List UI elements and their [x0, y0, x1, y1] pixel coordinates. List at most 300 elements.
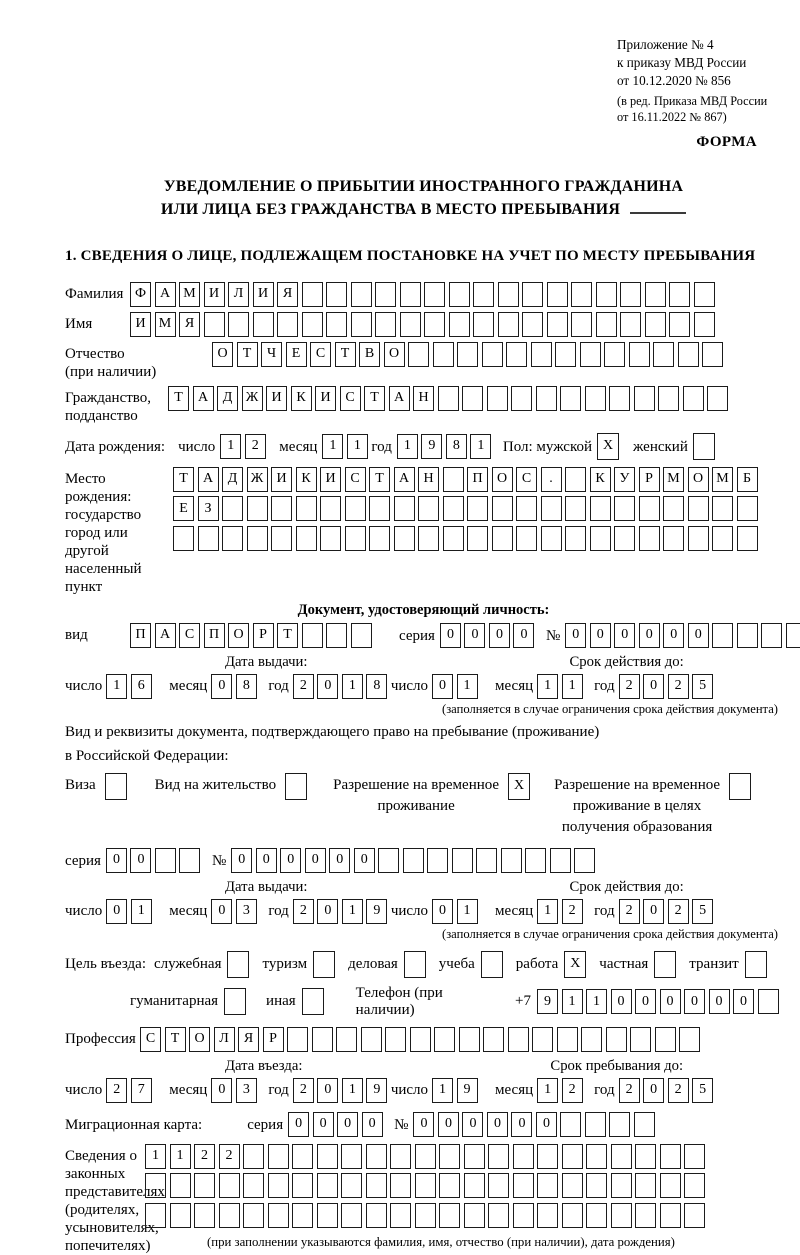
char-box[interactable]	[609, 386, 630, 411]
char-box[interactable]	[443, 526, 464, 551]
char-box[interactable]	[438, 386, 459, 411]
char-box[interactable]	[222, 496, 243, 521]
char-box[interactable]: К	[296, 467, 317, 492]
char-box[interactable]	[400, 312, 421, 337]
char-box[interactable]	[555, 342, 576, 367]
char-box[interactable]: 0	[313, 1112, 334, 1137]
char-box[interactable]: 2	[293, 899, 314, 924]
char-box[interactable]	[227, 951, 249, 978]
char-box[interactable]: 0	[438, 1112, 459, 1137]
char-box[interactable]: 0	[317, 899, 338, 924]
char-box[interactable]	[620, 282, 641, 307]
char-box[interactable]	[320, 496, 341, 521]
char-box[interactable]: 1	[432, 1078, 453, 1103]
char-box[interactable]: 0	[611, 989, 632, 1014]
char-box[interactable]: 0	[684, 989, 705, 1014]
char-box[interactable]	[424, 282, 445, 307]
char-box[interactable]: 0	[462, 1112, 483, 1137]
char-box[interactable]	[634, 386, 655, 411]
char-box[interactable]	[268, 1173, 289, 1198]
char-box[interactable]: К	[590, 467, 611, 492]
char-box[interactable]	[390, 1173, 411, 1198]
char-box[interactable]: Т	[168, 386, 189, 411]
char-box[interactable]: 0	[643, 674, 664, 699]
char-box[interactable]: 0	[231, 848, 252, 873]
char-box[interactable]	[452, 848, 473, 873]
char-box[interactable]	[415, 1173, 436, 1198]
char-box[interactable]	[550, 848, 571, 873]
char-box[interactable]	[326, 623, 347, 648]
char-box[interactable]: 2	[293, 1078, 314, 1103]
char-box[interactable]: 0	[536, 1112, 557, 1137]
char-box[interactable]	[418, 496, 439, 521]
char-box[interactable]	[439, 1173, 460, 1198]
char-box[interactable]	[560, 1112, 581, 1137]
char-box[interactable]	[634, 1112, 655, 1137]
char-box[interactable]: Т	[165, 1027, 186, 1052]
char-box[interactable]	[247, 496, 268, 521]
char-box[interactable]	[292, 1144, 313, 1169]
char-box[interactable]	[366, 1144, 387, 1169]
char-box[interactable]	[369, 526, 390, 551]
char-box[interactable]: 0	[663, 623, 684, 648]
char-box[interactable]	[449, 282, 470, 307]
char-box[interactable]	[737, 526, 758, 551]
char-box[interactable]: 0	[317, 674, 338, 699]
char-box[interactable]: Е	[173, 496, 194, 521]
char-box[interactable]: П	[204, 623, 225, 648]
char-box[interactable]	[571, 282, 592, 307]
char-box[interactable]	[562, 1144, 583, 1169]
char-box[interactable]	[702, 342, 723, 367]
char-box[interactable]: М	[155, 312, 176, 337]
char-box[interactable]	[525, 848, 546, 873]
char-box[interactable]: 0	[413, 1112, 434, 1137]
char-box[interactable]: 0	[211, 899, 232, 924]
char-box[interactable]	[688, 526, 709, 551]
char-box[interactable]	[669, 312, 690, 337]
char-box[interactable]	[415, 1144, 436, 1169]
char-box[interactable]	[443, 467, 464, 492]
char-box[interactable]	[688, 496, 709, 521]
char-box[interactable]: Л	[214, 1027, 235, 1052]
char-box[interactable]: 5	[692, 674, 713, 699]
char-box[interactable]	[219, 1203, 240, 1228]
char-box[interactable]	[476, 848, 497, 873]
char-box[interactable]	[586, 1203, 607, 1228]
char-box[interactable]	[669, 282, 690, 307]
char-box[interactable]: 0	[643, 899, 664, 924]
char-box[interactable]	[433, 342, 454, 367]
char-box[interactable]: 2	[562, 1078, 583, 1103]
char-box[interactable]	[565, 467, 586, 492]
char-box[interactable]	[786, 623, 800, 648]
char-box[interactable]: А	[394, 467, 415, 492]
char-box[interactable]	[737, 496, 758, 521]
char-box[interactable]	[729, 773, 751, 800]
char-box[interactable]: Ф	[130, 282, 151, 307]
char-box[interactable]	[296, 496, 317, 521]
char-box[interactable]: М	[179, 282, 200, 307]
char-box[interactable]	[366, 1173, 387, 1198]
char-box[interactable]: С	[179, 623, 200, 648]
char-box[interactable]: 2	[245, 434, 266, 459]
char-box[interactable]: 3	[236, 899, 257, 924]
char-box[interactable]: .	[541, 467, 562, 492]
char-box[interactable]	[345, 526, 366, 551]
char-box[interactable]: 1	[457, 899, 478, 924]
char-box[interactable]	[375, 282, 396, 307]
char-box[interactable]: В	[359, 342, 380, 367]
char-box[interactable]: И	[320, 467, 341, 492]
char-box[interactable]	[581, 1027, 602, 1052]
char-box[interactable]: Ж	[247, 467, 268, 492]
char-box[interactable]	[317, 1203, 338, 1228]
char-box[interactable]	[547, 282, 568, 307]
char-box[interactable]: М	[663, 467, 684, 492]
char-box[interactable]: 0	[432, 899, 453, 924]
char-box[interactable]	[173, 526, 194, 551]
char-box[interactable]	[639, 496, 660, 521]
char-box[interactable]	[513, 1173, 534, 1198]
char-box[interactable]	[522, 312, 543, 337]
char-box[interactable]: 1	[397, 434, 418, 459]
char-box[interactable]: Я	[277, 282, 298, 307]
char-box[interactable]	[224, 988, 246, 1015]
char-box[interactable]: Т	[277, 623, 298, 648]
char-box[interactable]: Р	[253, 623, 274, 648]
char-box[interactable]: О	[228, 623, 249, 648]
char-box[interactable]: 0	[256, 848, 277, 873]
char-box[interactable]: 0	[106, 899, 127, 924]
char-box[interactable]: 1	[537, 1078, 558, 1103]
char-box[interactable]	[403, 848, 424, 873]
char-box[interactable]	[614, 526, 635, 551]
char-box[interactable]	[596, 282, 617, 307]
char-box[interactable]: 7	[131, 1078, 152, 1103]
char-box[interactable]: Т	[237, 342, 258, 367]
char-box[interactable]	[658, 386, 679, 411]
char-box[interactable]	[268, 1144, 289, 1169]
char-box[interactable]: О	[384, 342, 405, 367]
char-box[interactable]	[684, 1203, 705, 1228]
char-box[interactable]: А	[198, 467, 219, 492]
char-box[interactable]	[574, 848, 595, 873]
char-box[interactable]	[390, 1144, 411, 1169]
char-box[interactable]	[320, 526, 341, 551]
char-box[interactable]	[482, 342, 503, 367]
char-box[interactable]: 3	[236, 1078, 257, 1103]
char-box[interactable]: И	[315, 386, 336, 411]
char-box[interactable]: Т	[364, 386, 385, 411]
char-box[interactable]	[462, 386, 483, 411]
char-box[interactable]: 0	[440, 623, 461, 648]
char-box[interactable]: 2	[619, 1078, 640, 1103]
char-box[interactable]	[694, 312, 715, 337]
char-box[interactable]	[302, 282, 323, 307]
char-box[interactable]	[361, 1027, 382, 1052]
char-box[interactable]	[629, 342, 650, 367]
char-box[interactable]	[105, 773, 127, 800]
char-box[interactable]	[585, 386, 606, 411]
char-box[interactable]	[317, 1144, 338, 1169]
char-box[interactable]	[326, 282, 347, 307]
char-box[interactable]	[296, 526, 317, 551]
char-box[interactable]: 0	[305, 848, 326, 873]
char-box[interactable]	[292, 1203, 313, 1228]
char-box[interactable]: Ж	[242, 386, 263, 411]
char-box[interactable]	[341, 1173, 362, 1198]
char-box[interactable]: Т	[369, 467, 390, 492]
char-box[interactable]: М	[712, 467, 733, 492]
char-box[interactable]	[457, 342, 478, 367]
char-box[interactable]	[410, 1027, 431, 1052]
char-box[interactable]	[449, 312, 470, 337]
char-box[interactable]	[513, 1203, 534, 1228]
char-box[interactable]	[194, 1203, 215, 1228]
char-box[interactable]	[341, 1144, 362, 1169]
char-box[interactable]: Т	[335, 342, 356, 367]
char-box[interactable]: 0	[354, 848, 375, 873]
char-box[interactable]	[459, 1027, 480, 1052]
char-box[interactable]: Т	[173, 467, 194, 492]
char-box[interactable]	[198, 526, 219, 551]
char-box[interactable]: П	[467, 467, 488, 492]
char-box[interactable]	[287, 1027, 308, 1052]
char-box[interactable]	[712, 526, 733, 551]
char-box[interactable]	[679, 1027, 700, 1052]
char-box[interactable]: З	[198, 496, 219, 521]
char-box[interactable]: Д	[217, 386, 238, 411]
char-box[interactable]	[532, 1027, 553, 1052]
char-box[interactable]	[483, 1027, 504, 1052]
char-box[interactable]: И	[271, 467, 292, 492]
char-box[interactable]	[645, 282, 666, 307]
char-box[interactable]: 2	[219, 1144, 240, 1169]
char-box[interactable]	[351, 623, 372, 648]
char-box[interactable]: 1	[170, 1144, 191, 1169]
char-box[interactable]	[464, 1203, 485, 1228]
char-box[interactable]: 0	[432, 674, 453, 699]
char-box[interactable]	[292, 1173, 313, 1198]
char-box[interactable]: 0	[511, 1112, 532, 1137]
char-box[interactable]	[277, 312, 298, 337]
char-box[interactable]	[645, 312, 666, 337]
char-box[interactable]: 1	[586, 989, 607, 1014]
char-box[interactable]	[271, 496, 292, 521]
char-box[interactable]: С	[140, 1027, 161, 1052]
char-box[interactable]	[712, 496, 733, 521]
char-box[interactable]: 0	[280, 848, 301, 873]
char-box[interactable]: 0	[660, 989, 681, 1014]
char-box[interactable]	[678, 342, 699, 367]
char-box[interactable]	[498, 282, 519, 307]
char-box[interactable]: Я	[238, 1027, 259, 1052]
char-box[interactable]: 2	[562, 899, 583, 924]
char-box[interactable]: 0	[106, 848, 127, 873]
char-box[interactable]	[639, 526, 660, 551]
char-box[interactable]	[488, 1203, 509, 1228]
char-box[interactable]: 2	[668, 674, 689, 699]
char-box[interactable]	[611, 1144, 632, 1169]
char-box[interactable]	[155, 848, 176, 873]
char-box[interactable]	[508, 1027, 529, 1052]
char-box[interactable]: К	[291, 386, 312, 411]
char-box[interactable]: X	[508, 773, 530, 800]
char-box[interactable]: 0	[211, 1078, 232, 1103]
char-box[interactable]	[684, 1144, 705, 1169]
char-box[interactable]: 8	[366, 674, 387, 699]
char-box[interactable]	[635, 1203, 656, 1228]
char-box[interactable]	[404, 951, 426, 978]
char-box[interactable]: И	[253, 282, 274, 307]
char-box[interactable]: 2	[194, 1144, 215, 1169]
char-box[interactable]	[571, 312, 592, 337]
char-box[interactable]	[541, 496, 562, 521]
char-box[interactable]: П	[130, 623, 151, 648]
char-box[interactable]	[170, 1203, 191, 1228]
char-box[interactable]: С	[516, 467, 537, 492]
char-box[interactable]: Н	[418, 467, 439, 492]
char-box[interactable]: 9	[366, 899, 387, 924]
char-box[interactable]	[351, 312, 372, 337]
char-box[interactable]: 2	[619, 899, 640, 924]
char-box[interactable]: 1	[457, 674, 478, 699]
char-box[interactable]	[707, 386, 728, 411]
char-box[interactable]: 6	[131, 674, 152, 699]
char-box[interactable]	[302, 312, 323, 337]
char-box[interactable]: 0	[590, 623, 611, 648]
char-box[interactable]	[247, 526, 268, 551]
char-box[interactable]	[464, 1173, 485, 1198]
char-box[interactable]: 0	[464, 623, 485, 648]
char-box[interactable]: 0	[635, 989, 656, 1014]
char-box[interactable]	[745, 951, 767, 978]
char-box[interactable]: 2	[668, 1078, 689, 1103]
char-box[interactable]: 1	[537, 899, 558, 924]
char-box[interactable]	[684, 1173, 705, 1198]
char-box[interactable]: 0	[513, 623, 534, 648]
char-box[interactable]	[511, 386, 532, 411]
char-box[interactable]: 5	[692, 899, 713, 924]
char-box[interactable]: О	[688, 467, 709, 492]
char-box[interactable]	[660, 1203, 681, 1228]
char-box[interactable]	[606, 1027, 627, 1052]
char-box[interactable]	[635, 1173, 656, 1198]
char-box[interactable]	[378, 848, 399, 873]
char-box[interactable]	[253, 312, 274, 337]
char-box[interactable]: 1	[145, 1144, 166, 1169]
char-box[interactable]: 0	[337, 1112, 358, 1137]
char-box[interactable]: 9	[421, 434, 442, 459]
char-box[interactable]	[488, 1144, 509, 1169]
char-box[interactable]: О	[492, 467, 513, 492]
char-box[interactable]: 1	[106, 674, 127, 699]
char-box[interactable]: 1	[470, 434, 491, 459]
char-box[interactable]	[522, 282, 543, 307]
char-box[interactable]	[467, 496, 488, 521]
char-box[interactable]	[243, 1144, 264, 1169]
char-box[interactable]	[408, 342, 429, 367]
char-box[interactable]	[394, 526, 415, 551]
char-box[interactable]	[345, 496, 366, 521]
char-box[interactable]: А	[389, 386, 410, 411]
char-box[interactable]	[565, 496, 586, 521]
char-box[interactable]	[562, 1173, 583, 1198]
char-box[interactable]	[614, 496, 635, 521]
char-box[interactable]	[683, 386, 704, 411]
char-box[interactable]	[369, 496, 390, 521]
char-box[interactable]: X	[564, 951, 586, 978]
char-box[interactable]: Л	[228, 282, 249, 307]
char-box[interactable]: 1	[131, 899, 152, 924]
char-box[interactable]: 1	[537, 674, 558, 699]
char-box[interactable]: С	[345, 467, 366, 492]
char-box[interactable]	[351, 282, 372, 307]
char-box[interactable]	[596, 312, 617, 337]
char-box[interactable]	[375, 312, 396, 337]
char-box[interactable]	[313, 951, 335, 978]
char-box[interactable]: Р	[263, 1027, 284, 1052]
char-box[interactable]: 0	[130, 848, 151, 873]
char-box[interactable]	[536, 386, 557, 411]
char-box[interactable]	[341, 1203, 362, 1228]
char-box[interactable]: 0	[639, 623, 660, 648]
char-box[interactable]: 0	[733, 989, 754, 1014]
char-box[interactable]	[434, 1027, 455, 1052]
char-box[interactable]: 1	[322, 434, 343, 459]
char-box[interactable]: 0	[614, 623, 635, 648]
char-box[interactable]	[424, 312, 445, 337]
char-box[interactable]: 0	[565, 623, 586, 648]
char-box[interactable]	[501, 848, 522, 873]
char-box[interactable]: X	[597, 433, 619, 460]
char-box[interactable]: Д	[222, 467, 243, 492]
char-box[interactable]: Я	[179, 312, 200, 337]
char-box[interactable]: 8	[446, 434, 467, 459]
char-box[interactable]	[390, 1203, 411, 1228]
char-box[interactable]: О	[212, 342, 233, 367]
char-box[interactable]: 9	[457, 1078, 478, 1103]
char-box[interactable]: И	[266, 386, 287, 411]
char-box[interactable]: С	[310, 342, 331, 367]
char-box[interactable]: 2	[668, 899, 689, 924]
char-box[interactable]: 9	[537, 989, 558, 1014]
char-box[interactable]	[492, 496, 513, 521]
char-box[interactable]	[516, 496, 537, 521]
char-box[interactable]	[761, 623, 782, 648]
char-box[interactable]	[194, 1173, 215, 1198]
char-box[interactable]	[179, 848, 200, 873]
char-box[interactable]	[537, 1203, 558, 1228]
char-box[interactable]	[506, 342, 527, 367]
char-box[interactable]	[302, 623, 323, 648]
char-box[interactable]	[611, 1173, 632, 1198]
char-box[interactable]	[439, 1144, 460, 1169]
char-box[interactable]	[473, 282, 494, 307]
char-box[interactable]: 0	[688, 623, 709, 648]
char-box[interactable]: 2	[619, 674, 640, 699]
char-box[interactable]: 2	[293, 674, 314, 699]
char-box[interactable]: 0	[487, 1112, 508, 1137]
char-box[interactable]	[653, 342, 674, 367]
char-box[interactable]	[562, 1203, 583, 1228]
char-box[interactable]: 0	[329, 848, 350, 873]
char-box[interactable]	[635, 1144, 656, 1169]
char-box[interactable]	[222, 526, 243, 551]
char-box[interactable]	[586, 1144, 607, 1169]
char-box[interactable]: 1	[562, 674, 583, 699]
